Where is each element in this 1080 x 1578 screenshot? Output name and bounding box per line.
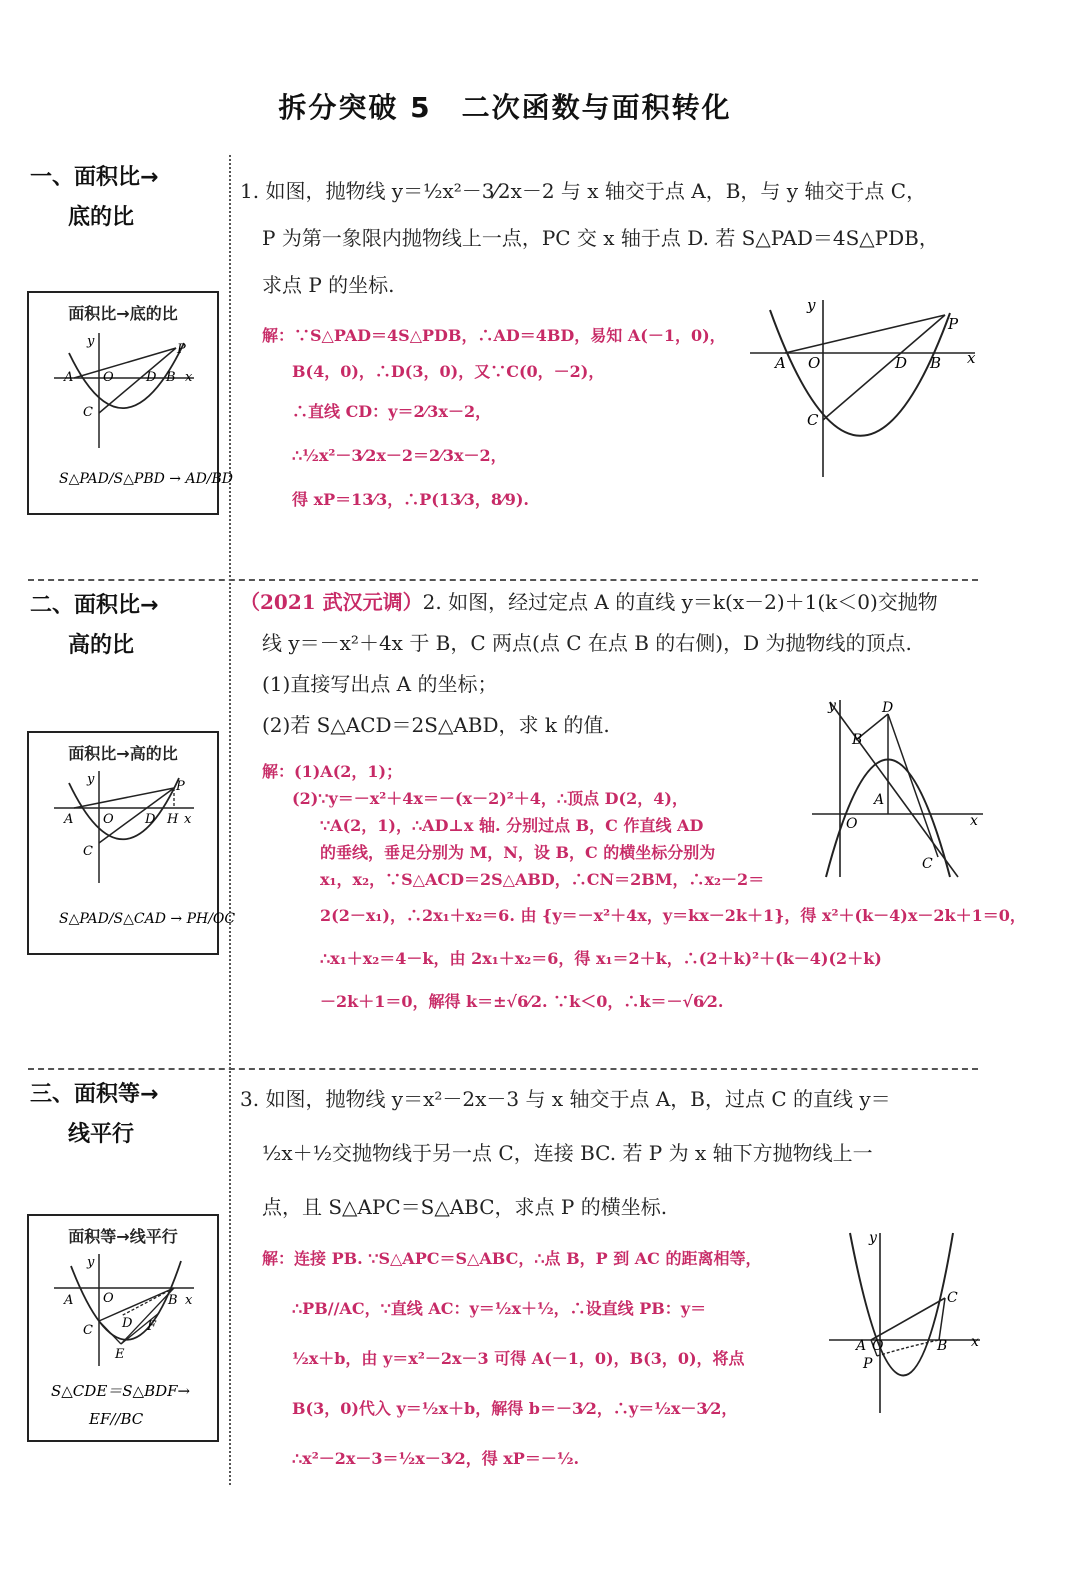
solution-2-line: 解：(1)A(2，1)； [262,762,403,781]
box-3-label-a: A [64,1293,74,1308]
section-3-heading [30,1075,220,1155]
solution-3 [262,1234,761,1484]
box-1-label-x: x [185,370,193,385]
solution-1-line: B(4，0)，∴D(3，0)，又∵C(0，－2)， [292,362,605,381]
figure-1-label-x: x [967,349,976,367]
solution-3-line: B(3，0)代入 y＝½x＋b，解得 b＝－3⁄2，∴y＝½x－3⁄2， [292,1399,738,1418]
figure-3-label-c: C [947,1290,958,1306]
section-3-heading-line2: 线平行 [68,1122,135,1147]
box-1-label-d: D [146,370,157,385]
section-2-heading [30,586,220,666]
question-1-line: 求点 P 的坐标. [262,273,395,297]
box-1-label-b: B [166,370,176,385]
solution-2-line: ∵A(2，1)，∴AD⊥x 轴. 分别过点 B，C 作直线 AD [320,816,704,835]
figure-2-label-d: D [882,700,894,716]
question-2-line: (2)若 S△ACD＝2S△ABD，求 k 的值. [262,713,610,737]
question-2-line: （2021 武汉元调）2. 如图，经过定点 A 的直线 y＝k(x－2)＋1(k＜0)交抛物 [240,590,938,614]
section-2-heading-line2: 高的比 [68,633,135,658]
solution-2-line: 的垂线，垂足分别为 M，N，设 B，C 的横坐标分别为 [320,843,716,862]
figure-1-label-o: O [808,354,821,372]
box-3-label-y: y [87,1255,95,1270]
solution-2-line: x₁，x₂，∵S△ACD＝2S△ABD，∴CN＝2BM，∴x₂－2＝ [320,870,765,889]
column-divider [229,155,231,1485]
figure-2-label-c: C [922,856,933,872]
question-1 [240,168,975,309]
figure-3-label-p: P [863,1356,873,1372]
figure-3-label-y: y [869,1230,877,1246]
box-3-title: 面积等→线平行 [68,1227,178,1246]
box-3-label-c: C [83,1323,93,1338]
solution-3-line: ∴x²－2x－3＝½x－3⁄2，得 xP＝－½. [292,1449,580,1468]
box-3-label-d: D [122,1316,133,1331]
figure-1-label-d: D [895,354,908,372]
question-3-line: 点，且 S△APC＝S△ABC，求点 P 的横坐标. [262,1195,668,1219]
box-3-formula-line1: S△CDE＝S△BDF→ [51,1382,191,1400]
figure-1-label-p: P [948,315,959,333]
solution-1-line: ∴直线 CD：y＝2⁄3x－2， [292,402,492,421]
figure-2-label-o: O [846,816,858,832]
figure-2-label-y: y [828,698,836,714]
box-2-label-c: C [83,844,93,859]
solution-1-line: 得 xP＝13⁄3，∴P(13⁄3，8⁄9). [292,490,529,509]
box-1-label-c: C [83,405,93,420]
section-1-heading-line1: 一、面积比→ [30,165,159,190]
box-1-label-y: y [87,334,95,349]
question-3-line: ½x＋½交抛物线于另一点 C，连接 BC. 若 P 为 x 轴下方抛物线上一 [262,1141,873,1165]
box-2-label-a: A [64,812,74,827]
box-2-formula: S△PAD/S△CAD → PH/OC [59,911,236,927]
box-1-diagram [29,293,234,513]
figure-3-label-a: A [856,1338,867,1354]
section-1-heading-line2: 底的比 [68,205,135,230]
question-2-source: （2021 武汉元调） [240,590,423,614]
box-1-label-o: O [103,370,114,385]
box-3-formula-line2: EF//BC [89,1410,144,1428]
figure-2-label-x: x [970,813,978,829]
box-2-label-p: P [176,779,185,794]
box-2-label-o: O [103,812,114,827]
section-1-summary-box [27,291,234,515]
figure-1-label-y: y [807,296,816,314]
box-3-label-x: x [185,1293,193,1308]
section-1-heading [30,158,220,238]
box-1-label-p: P [177,342,186,357]
box-2-label-x: x [184,812,192,827]
figure-3-label-o: O [872,1338,884,1354]
question-1-line: P 为第一象限内抛物线上一点，PC 交 x 轴于点 D. 若 S△PAD＝4S△PDB， [262,226,939,250]
figure-3 [825,1228,985,1418]
box-2-title: 面积比→高的比 [68,744,178,763]
section-2-heading-line1: 二、面积比→ [30,593,159,618]
section-3-heading-line1: 三、面积等→ [30,1082,159,1107]
box-3-label-o: O [103,1291,114,1306]
box-2-label-y: y [87,772,95,787]
box-3-diagram [29,1216,217,1440]
figure-1-label-a: A [775,354,786,372]
figure-3-label-x: x [971,1334,979,1350]
box-3-label-b: B [168,1293,178,1308]
section-3-summary-box [27,1214,219,1442]
figure-3-label-b: B [937,1338,948,1354]
box-2-label-h: H [167,812,179,827]
solution-1-line: 解：∵S△PAD＝4S△PDB，∴AD＝4BD，易知 A(－1，0)， [262,326,726,345]
figure-1 [745,295,985,485]
solution-2-line: －2k＋1＝0，解得 k＝±√6⁄2. ∵k＜0，∴k＝－√6⁄2. [320,992,724,1011]
question-3 [240,1072,975,1234]
solution-2-line: 2(2－x₁)，∴2x₁＋x₂＝6. 由 {y＝－x²＋4x，y＝kx－2k＋1}，得 x²＋(k－4)x－2k＋1＝0， [320,906,1026,925]
solution-3-line: ∴PB//AC，∵直线 AC：y＝½x＋½，∴设直线 PB：y＝ [292,1299,707,1318]
solution-3-line: 解：连接 PB. ∵S△APC＝S△ABC，∴点 B，P 到 AC 的距离相等， [262,1249,762,1268]
box-2-label-d: D [145,812,156,827]
box-3-label-e: E [115,1347,125,1362]
box-1-formula: S△PAD/S△PBD → AD/BD [59,471,234,487]
solution-2-line: ∴x₁＋x₂＝4－k，由 2x₁＋x₂＝6，得 x₁＝2＋k，∴(2＋k)²＋(k－4)(2＋k) [320,949,882,968]
box-1-label-a: A [64,370,74,385]
section-2-summary-box [27,731,236,955]
figure-2-label-a: A [874,792,885,808]
solution-1-line: ∴½x²－3⁄2x－2＝2⁄3x－2， [292,446,507,465]
page-title: 拆分突破 5 二次函数与面积转化 [278,91,732,124]
box-3-label-f: F [147,1319,157,1334]
question-2-line: (1)直接写出点 A 的坐标； [262,672,498,696]
question-3-line: 3. 如图，抛物线 y＝x²－2x－3 与 x 轴交于点 A，B，过点 C 的直线 y＝ [240,1087,891,1111]
solution-3-line: ½x＋b，由 y＝x²－2x－3 可得 A(－1，0)，B(3，0)，将点 [292,1349,745,1368]
solution-1 [262,318,726,522]
figure-2-label-b: B [852,732,863,748]
figure-2 [808,692,988,882]
section-divider-2 [28,1068,978,1070]
section-divider-1 [28,579,978,581]
question-2-line: 线 y＝－x²＋4x 于 B，C 两点(点 C 在点 B 的右侧)，D 为抛物线的顶点. [262,631,912,655]
figure-1-label-b: B [930,354,942,372]
question-1-line: 1. 如图，抛物线 y＝½x²－3⁄2x－2 与 x 轴交于点 A，B，与 y 轴交于点 C， [240,179,927,203]
figure-1-label-c: C [807,411,819,429]
box-2-diagram [29,733,236,953]
box-1-title: 面积比→底的比 [68,304,178,323]
solution-2-line: (2)∵y＝－x²＋4x＝－(x－2)²＋4，∴顶点 D(2，4)， [292,789,688,808]
